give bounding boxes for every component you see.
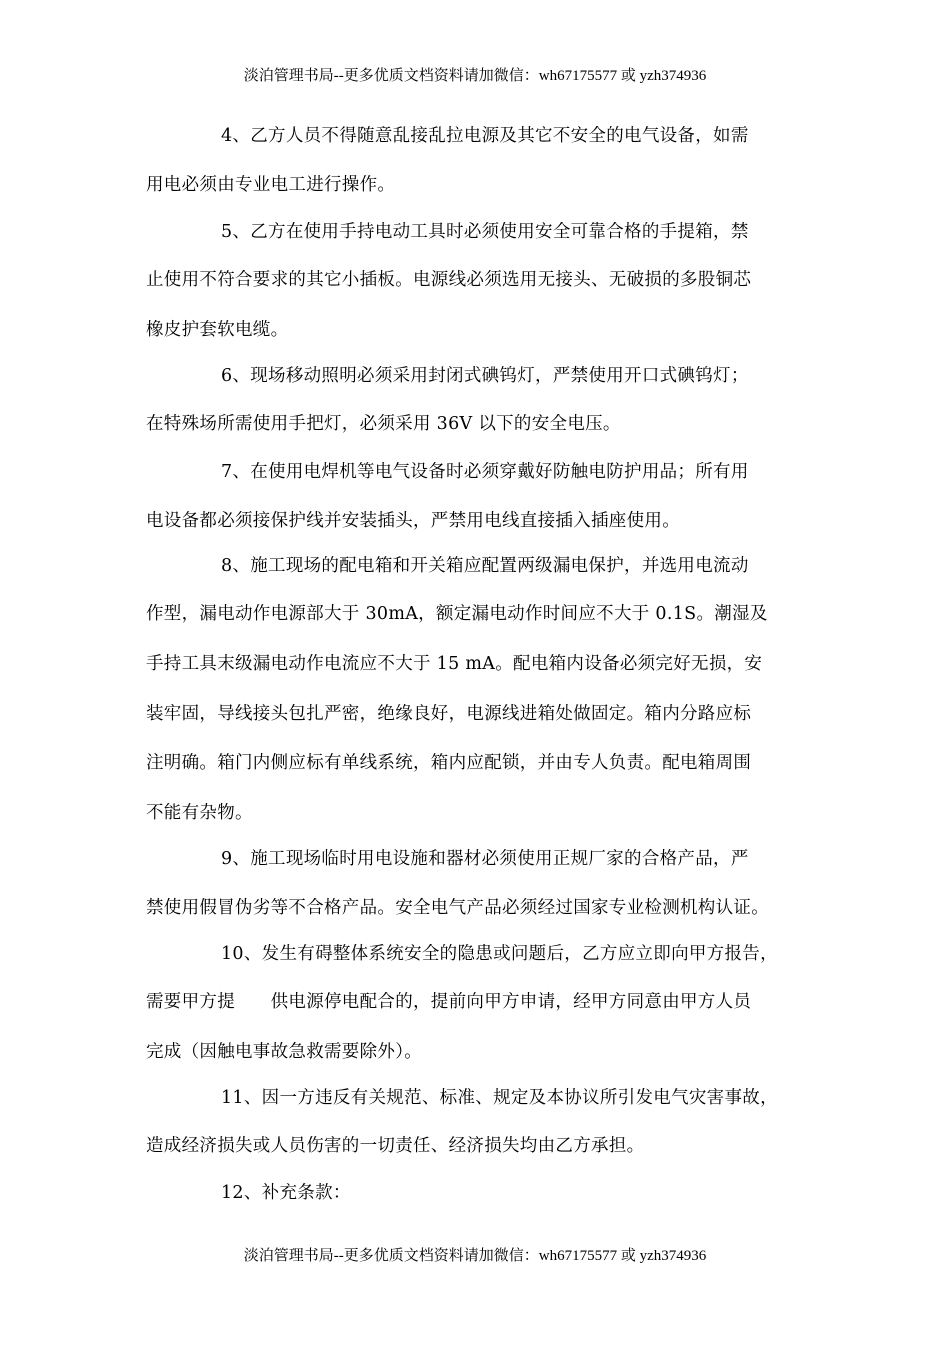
paragraph-5-line-1: 5、乙方在使用手持电动工具时必须使用安全可靠合格的手提箱，禁 <box>221 222 749 242</box>
paragraph-8-line-6: 不能有杂物。 <box>146 803 253 823</box>
paragraph-4-line-2: 用电必须由专业电工进行操作。 <box>146 175 396 195</box>
page-header: 淡泊管理书局--更多优质文档资料请加微信：wh67175577 或 yzh374936 <box>243 68 707 84</box>
paragraph-6-line-2: 在特殊场所需使用手把灯，必须采用 36V 以下的安全电压。 <box>146 414 621 434</box>
page-footer: 淡泊管理书局--更多优质文档资料请加微信：wh67175577 或 yzh374936 <box>243 1248 707 1264</box>
paragraph-8-line-4: 装牢固，导线接头包扎严密，绝缘良好，电源线进箱处做固定。箱内分路应标 <box>146 704 752 724</box>
paragraph-8-line-1: 8、施工现场的配电箱和开关箱应配置两级漏电保护，并选用电流动 <box>221 556 749 576</box>
paragraph-10-line-3: 完成（因触电事故急救需要除外）。 <box>146 1042 423 1062</box>
paragraph-8-line-5: 注明确。箱门内侧应标有单线系统，箱内应配锁，并由专人负责。配电箱周围 <box>146 753 752 773</box>
paragraph-10-line-2: 需要甲方提 供电源停电配合的，提前向甲方申请，经甲方同意由甲方人员 <box>146 992 752 1012</box>
paragraph-12-line-1: 12、补充条款： <box>221 1183 351 1203</box>
paragraph-4-line-1: 4、乙方人员不得随意乱接乱拉电源及其它不安全的电气设备，如需 <box>221 126 749 146</box>
paragraph-11-line-1: 11、因一方违反有关规范、标准、规定及本协议所引发电气灾害事故， <box>221 1088 778 1108</box>
paragraph-10-line-1: 10、发生有碍整体系统安全的隐患或问题后，乙方应立即向甲方报告， <box>221 944 778 964</box>
paragraph-5-line-3: 橡皮护套软电缆。 <box>146 320 289 340</box>
paragraph-8-line-2: 作型，漏电动作电源部大于 30mA，额定漏电动作时间应不大于 0.1S。潮湿及 <box>146 604 768 624</box>
paragraph-9-line-2: 禁使用假冒伪劣等不合格产品。安全电气产品必须经过国家专业检测机构认证。 <box>146 898 769 918</box>
paragraph-7-line-1: 7、在使用电焊机等电气设备时必须穿戴好防触电防护用品；所有用 <box>221 462 749 482</box>
paragraph-11-line-2: 造成经济损失或人员伤害的一切责任、经济损失均由乙方承担。 <box>146 1136 645 1156</box>
paragraph-5-line-2: 止使用不符合要求的其它小插板。电源线必须选用无接头、无破损的多股铜芯 <box>146 270 752 290</box>
paragraph-6-line-1: 6、现场移动照明必须采用封闭式碘钨灯，严禁使用开口式碘钨灯； <box>221 366 749 386</box>
paragraph-8-line-3: 手持工具末级漏电动作电流应不大于 15 mA。配电箱内设备必须完好无损，安 <box>146 654 763 674</box>
paragraph-7-line-2: 电设备都必须接保护线并安装插头，严禁用电线直接插入插座使用。 <box>146 511 680 531</box>
paragraph-9-line-1: 9、施工现场临时用电设施和器材必须使用正规厂家的合格产品，严 <box>221 849 749 869</box>
